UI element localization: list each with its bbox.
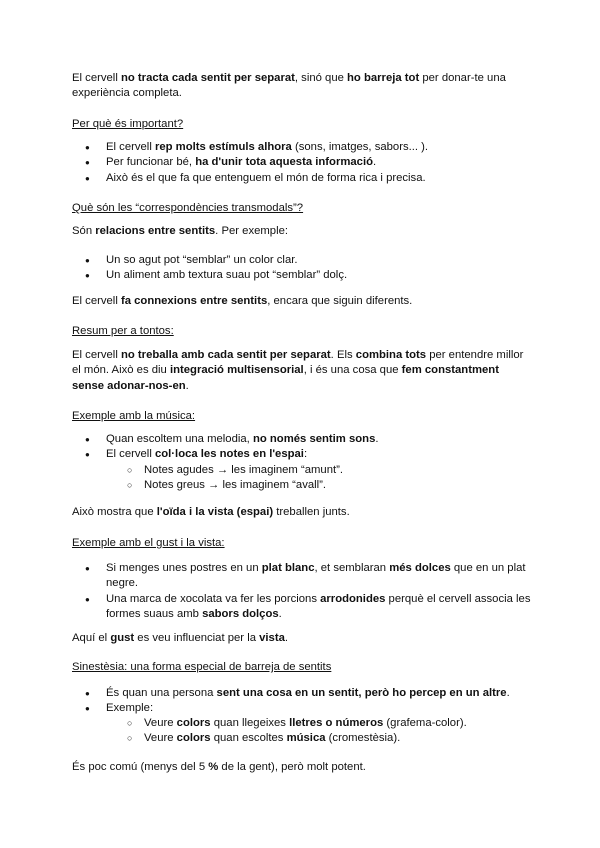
bullet-list-music [72, 432, 532, 463]
bullet-list-examples [72, 253, 532, 284]
text-run: Aquí el [72, 632, 111, 644]
bold-text: rep molts estímuls alhora [154, 141, 292, 153]
text-run: (grafema-color). [383, 717, 467, 729]
bold-text: colors [176, 717, 211, 729]
text-run: Veure [144, 717, 177, 729]
text-run: quan llegeixes [210, 717, 290, 729]
bold-text: no només sentim sons [252, 433, 376, 445]
list-item [72, 253, 532, 268]
text-run: , et semblaran [314, 562, 390, 574]
text-run: Per funcionar bé, [106, 156, 196, 169]
sub-list-music [72, 463, 532, 494]
heading-taste-example: Exemple amb el gust i la vista: [72, 537, 225, 549]
connections-paragraph [72, 294, 532, 309]
text-run: És quan una persona [106, 687, 217, 699]
list-item [72, 686, 532, 701]
text-run: , encara que siguin diferents. [267, 295, 413, 307]
list-item [72, 155, 532, 170]
list-item [72, 447, 532, 462]
text-run: Exemple: [106, 702, 154, 715]
bold-text: sabors dolços [202, 608, 279, 621]
text-run: El cervell [72, 295, 121, 307]
text-run: perquè el cervell associa les formes suaus amb [106, 592, 531, 621]
bullet-list-why [72, 140, 532, 186]
text-run: Si menges unes postres en un [106, 562, 262, 574]
list-item [72, 140, 532, 155]
text-run: de la gent), però molt potent. [218, 761, 366, 773]
bold-text: colors [176, 732, 211, 745]
text-run: Una marca de xocolata va fer les porcions [106, 592, 321, 605]
text-run: . [506, 687, 510, 699]
heading-music-example: Exemple amb la música: [72, 410, 196, 422]
text-run: El cervell [72, 72, 121, 84]
bullet-list-taste [72, 561, 532, 623]
list-item [72, 432, 532, 447]
bold-text: sent una cosa en un sentit, però ho percep en un altre [216, 687, 507, 699]
sub-list-item [72, 731, 532, 746]
text-run: quan escoltes [210, 732, 287, 745]
text-run: (sons, imatges, sabors... ). [291, 141, 429, 153]
bullet-list-synesthesia [72, 686, 532, 717]
bold-text: més dolces [389, 562, 451, 574]
sub-list-synesthesia [72, 716, 532, 747]
text-run: Veure [144, 732, 177, 745]
text-run: . [284, 632, 289, 644]
bold-text: col·loca les notes en l'espai [154, 448, 304, 461]
list-item [72, 561, 532, 592]
text-run: . [373, 156, 377, 169]
text-run: , sinó que [294, 72, 348, 84]
text-run: per entendre millor el món. Això es diu [72, 349, 524, 377]
heading-transmodal: Què són les “correspondències transmodals”? [72, 202, 304, 214]
bold-text: no tracta cada sentit per separat [120, 72, 295, 84]
summary-paragraph [72, 348, 532, 394]
bold-text: l'oïda i la vista (espai) [156, 506, 274, 518]
text-run: Un so agut pot “semblar” un color clar. [106, 254, 298, 266]
bold-text: % [208, 761, 219, 773]
music-conclusion-paragraph [72, 505, 532, 520]
heading-summary: Resum per a tontos: [72, 325, 174, 337]
text-run: Són [72, 225, 96, 237]
text-run: . Per exemple: [215, 225, 289, 237]
bold-text: vista [259, 632, 285, 644]
text-run: . [278, 608, 282, 621]
bold-text: ho barreja tot [347, 72, 420, 84]
intro-paragraph [72, 71, 532, 102]
bold-text: lletres o números [289, 717, 384, 729]
text-run: És poc comú (menys del 5 [72, 761, 209, 773]
text-run: : [303, 448, 308, 461]
bold-text: música [286, 732, 326, 745]
bold-text: integració multisensorial [169, 364, 304, 377]
bold-text: ha d'unir tota aquesta informació [195, 156, 373, 169]
list-item [72, 268, 532, 283]
bold-text: combina tots [355, 349, 427, 361]
text-run: . [375, 433, 379, 445]
text-run: (cromestèsia). [325, 732, 401, 745]
list-item [72, 701, 532, 716]
text-run: . Els [330, 349, 356, 361]
definition-paragraph [72, 224, 532, 239]
closing-paragraph [72, 760, 532, 775]
text-run: El cervell [106, 141, 155, 153]
taste-conclusion-paragraph [72, 631, 532, 646]
sub-list-item [72, 716, 532, 731]
sub-list-item [72, 478, 532, 493]
heading-synesthesia: Sinestèsia: una forma especial de barreja de sentits [72, 661, 332, 673]
text-run: El cervell [106, 448, 155, 461]
text-run: Un aliment amb textura suau pot “semblar” dolç. [106, 269, 348, 282]
text-run: Notes agudes → les imaginem “amunt”. [144, 464, 344, 476]
text-run: , i és una cosa que [303, 364, 402, 377]
sub-list-item [72, 463, 532, 478]
text-run: Quan escoltem una melodia, [106, 433, 253, 445]
bold-text: relacions entre sentits [95, 225, 216, 237]
text-run: El cervell [72, 349, 121, 361]
text-run: Això mostra que [72, 506, 157, 518]
heading-why-important: Per què és important? [72, 118, 184, 130]
bold-text: arrodonides [320, 592, 386, 605]
list-item [72, 171, 532, 186]
text-run: treballen junts. [273, 506, 350, 518]
text-run: Això és el que fa que entenguem el món de forma rica i precisa. [106, 171, 426, 184]
text-run: es veu influenciat per la [134, 632, 260, 644]
bold-text: fa connexions entre sentits [120, 295, 268, 307]
list-item [72, 592, 532, 623]
text-run: . [185, 379, 189, 392]
bold-text: gust [110, 632, 135, 644]
text-run: per donar-te una experiència completa. [72, 72, 506, 100]
bold-text: plat blanc [261, 562, 315, 574]
text-run: que en un plat negre. [106, 562, 526, 590]
bold-text: fem constantment sense adonar-nos-en [72, 364, 499, 392]
text-run: Notes greus → les imaginem “avall”. [144, 479, 327, 492]
bold-text: no treballa amb cada sentit per separat [120, 349, 331, 361]
